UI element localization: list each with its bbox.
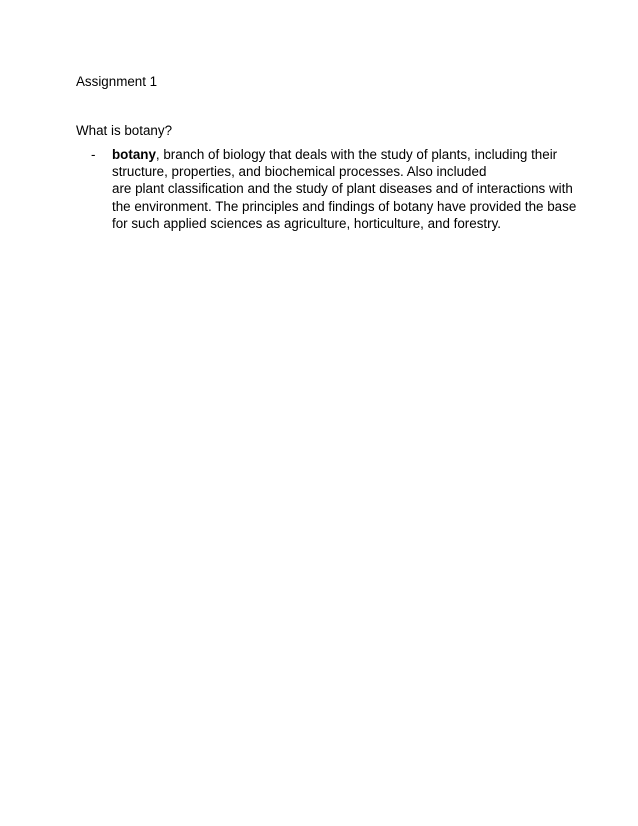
answer-line-3: are plant classification and the study of plant diseases and of interactions with xyxy=(112,181,573,197)
bullet-marker: - xyxy=(91,147,96,162)
answer-line-5: for such applied sciences as agriculture, horticulture, and forestry. xyxy=(112,215,502,231)
answer-line-1-rest: , branch of biology that deals with the study of plants, including their xyxy=(155,147,558,162)
answer-line-1 xyxy=(112,146,572,163)
answer-line-4: the environment. The principles and findings of botany have provided the base xyxy=(112,198,577,214)
question-heading: What is botany? xyxy=(76,123,173,138)
answer-paragraph xyxy=(112,146,577,232)
answer-line-2: structure, properties, and biochemical processes. Also included xyxy=(112,164,487,180)
bold-term: botany xyxy=(112,147,156,162)
assignment-title: Assignment 1 xyxy=(76,74,158,89)
